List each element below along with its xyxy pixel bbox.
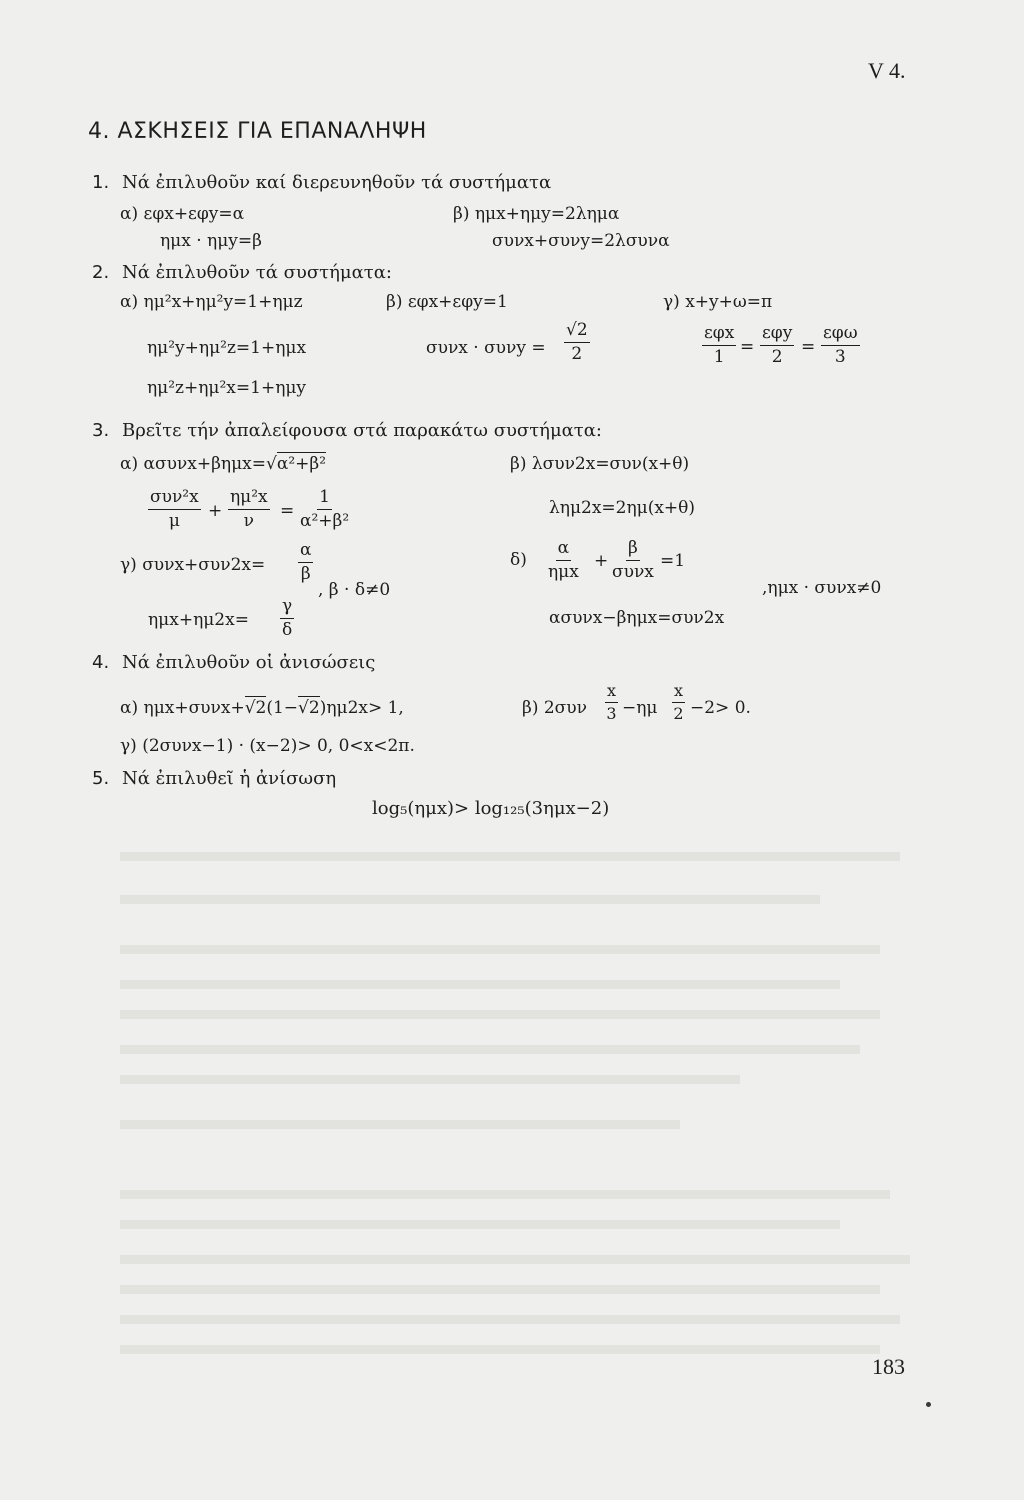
bleed-through-line xyxy=(120,1285,880,1294)
bleed-through-line xyxy=(120,1315,900,1324)
fraction-denominator: ημx xyxy=(548,562,579,582)
ex2-system-a-line1: α) ημ²x+ημ²y=1+ημz xyxy=(120,292,303,312)
exercise-1-number: 1. xyxy=(92,172,110,193)
fraction-denominator: 2 xyxy=(571,344,583,364)
ex3-a-fraction-3 xyxy=(300,489,349,530)
ex4-a-inequality xyxy=(120,700,404,717)
page-number: 183 xyxy=(872,1354,905,1379)
exercise-3-text: Βρεῖτε τήν ἀπαλείφουσα στά παρακάτω συστήματα: xyxy=(122,420,602,441)
ex2-system-g-line1: γ) x+y+ω=π xyxy=(663,292,773,312)
ex3-g-condition: , β · δ≠0 xyxy=(318,580,391,600)
fraction-numerator: εφy xyxy=(760,325,794,346)
bleed-through-line xyxy=(120,1190,890,1199)
ex4-a-part3: (1− xyxy=(266,698,299,718)
ex1-system-b-line2: συνx+συνy=2λσυνα xyxy=(492,231,670,251)
fraction-denominator: 2 xyxy=(673,704,684,723)
fraction-denominator: β xyxy=(300,564,311,584)
ex3-g-line1-left: γ) συνx+συν2x= xyxy=(120,555,266,575)
ex3-a-fraction-1 xyxy=(148,489,201,530)
plus-sign: + xyxy=(208,501,223,521)
ex1-system-b-line1: β) ημx+ημy=2λημα xyxy=(453,204,620,224)
fraction-numerator: εφω xyxy=(821,325,860,346)
fraction-denominator: μ xyxy=(168,511,180,531)
ex4-b-part3: −2> 0. xyxy=(690,698,751,718)
bleed-through-line xyxy=(120,895,820,904)
ex4-b-fraction-1 xyxy=(605,683,618,722)
fraction-numerator: √2 xyxy=(564,322,590,343)
ex1-system-a-line1: α) εφx+εφy=α xyxy=(120,204,245,224)
ex4-a-part5: )ημ2x> 1, xyxy=(319,698,404,718)
ex3-d-label: δ) xyxy=(510,550,527,570)
equals-sign: = xyxy=(740,337,755,357)
ex2-system-b-line2: συνx · συνy = xyxy=(426,338,546,358)
bleed-through-line xyxy=(120,1045,860,1054)
fraction-numerator: α xyxy=(556,540,571,561)
ex1-system-a-line2: ημx · ημy=β xyxy=(160,231,262,251)
fraction-numerator: 1 xyxy=(317,489,332,510)
fraction-denominator: 1 xyxy=(713,347,725,367)
exercise-1-text: Νά ἐπιλυθοῦν καί διερευνηθοῦν τά συστήματα xyxy=(122,172,552,193)
ex3-a-fraction-2 xyxy=(228,489,270,530)
ex3-a-line1-left: α) ασυνx+βημx= xyxy=(120,454,266,474)
fraction-numerator: γ xyxy=(280,598,294,619)
bleed-through-line xyxy=(120,1220,840,1229)
equals-sign: = xyxy=(280,501,295,521)
fraction-denominator: δ xyxy=(281,620,293,640)
ex3-b-line2: λημ2x=2ημ(x+θ) xyxy=(549,498,696,518)
bleed-through-line xyxy=(120,1345,880,1354)
page-ref: V 4. xyxy=(868,58,906,83)
fraction-numerator: συν²x xyxy=(148,489,201,510)
fraction-numerator: α xyxy=(298,542,313,563)
ex4-b-part2: −ημ xyxy=(622,698,658,718)
ex3-g-fraction-1 xyxy=(298,542,313,583)
fraction-numerator: x xyxy=(672,683,685,703)
bleed-through-line xyxy=(120,852,900,861)
fraction-denominator: 3 xyxy=(606,704,617,723)
fraction-numerator: x xyxy=(605,683,618,703)
bleed-through-line xyxy=(120,1010,880,1019)
ex2-g-fraction-1 xyxy=(702,325,736,366)
fraction-numerator: ημ²x xyxy=(228,489,270,510)
exercise-5-number: 5. xyxy=(92,768,110,789)
fraction-numerator: β xyxy=(626,540,640,561)
bleed-through-line xyxy=(120,1120,680,1129)
fraction-denominator: 2 xyxy=(771,347,783,367)
exercise-4-number: 4. xyxy=(92,652,110,673)
ex2-system-b-line1: β) εφx+εφy=1 xyxy=(386,292,508,312)
sqrt-two: √2 xyxy=(244,698,267,718)
bleed-through-line xyxy=(120,980,840,989)
exercise-2-text: Νά ἐπιλυθοῦν τά συστήματα: xyxy=(122,262,392,283)
ex5-formula: log₅(ημx)> log₁₂₅(3ημx−2) xyxy=(372,798,610,819)
plus-sign: + xyxy=(594,551,609,571)
ex4-b-part1: β) 2συν xyxy=(522,698,587,718)
bleed-through-line xyxy=(120,1075,740,1084)
ex3-g-line2-left: ημx+ημ2x= xyxy=(148,610,249,630)
exercise-4-text: Νά ἐπιλυθοῦν οἱ ἀνισώσεις xyxy=(122,652,376,673)
ex3-d-condition: ,ημx · συνx≠0 xyxy=(762,578,882,598)
ex2-system-a-line3: ημ²z+ημ²x=1+ημy xyxy=(147,378,307,398)
ex3-a-line1 xyxy=(120,456,326,473)
ex3-b-line1: β) λσυν2x=συν(x+θ) xyxy=(510,454,690,474)
ex3-d-rhs: =1 xyxy=(660,551,686,571)
ex4-g-inequality: γ) (2συνx−1) · (x−2)> 0, 0<x<2π. xyxy=(120,736,415,756)
section-title: 4. ΑΣΚΗΣΕΙΣ ΓΙΑ ΕΠΑΝΑΛΗΨΗ xyxy=(88,119,427,144)
sqrt-radicand: α²+β² xyxy=(276,454,327,474)
fraction-denominator: συνx xyxy=(612,562,654,582)
exercise-5-text: Νά ἐπιλυθεῖ ἡ ἀνίσωση xyxy=(122,768,337,789)
fraction-denominator: α²+β² xyxy=(300,511,350,531)
bleed-through-line xyxy=(120,1255,910,1264)
sqrt-sign: √ xyxy=(266,454,277,474)
ex3-g-fraction-2 xyxy=(280,598,294,639)
fraction-denominator: 3 xyxy=(834,347,846,367)
ex2-system-a-line2: ημ²y+ημ²z=1+ημx xyxy=(147,338,307,358)
ex4-a-part1: α) ημx+συνx+ xyxy=(120,698,245,718)
printer-dot xyxy=(926,1402,931,1407)
ex2-g-fraction-2 xyxy=(760,325,794,366)
exercise-3-number: 3. xyxy=(92,420,110,441)
ex3-d-line2: ασυνx−βημx=συν2x xyxy=(549,608,725,628)
sqrt-two: √2 xyxy=(298,698,320,718)
exercise-2-number: 2. xyxy=(92,262,110,283)
ex3-d-fraction-1 xyxy=(548,540,579,581)
fraction-numerator: εφx xyxy=(702,325,736,346)
ex2-b-fraction xyxy=(564,322,590,363)
ex3-d-fraction-2 xyxy=(612,540,654,581)
equals-sign: = xyxy=(801,337,816,357)
bleed-through-line xyxy=(120,945,880,954)
ex2-g-fraction-3 xyxy=(821,325,860,366)
fraction-denominator: ν xyxy=(243,511,254,531)
ex4-b-fraction-2 xyxy=(672,683,685,722)
